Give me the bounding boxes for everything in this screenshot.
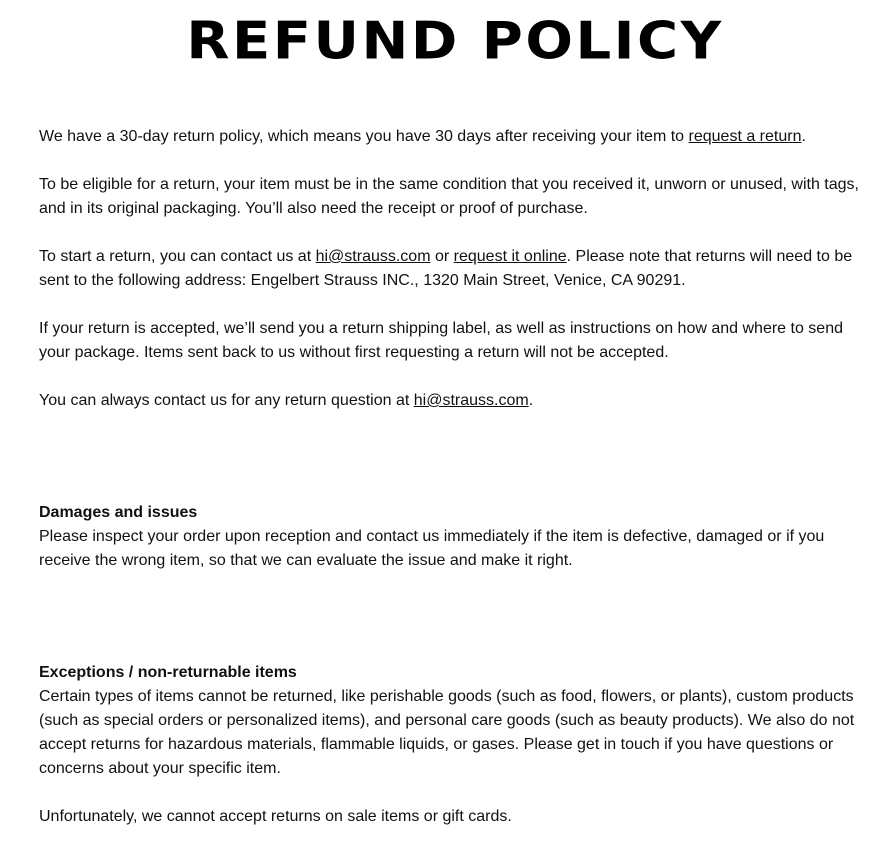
damages-body: Please inspect your order upon reception and contact us immediately if the item is defective, damaged or if you receive the wrong item, so that we can evaluate the issue and make it right. bbox=[39, 528, 825, 569]
exceptions-heading: Exceptions / non-returnable items bbox=[39, 664, 297, 681]
contact-email-link-2[interactable]: hi@strauss.com bbox=[413, 392, 529, 409]
contact-end: . bbox=[528, 392, 534, 409]
section-spacer bbox=[39, 437, 859, 501]
exceptions-section bbox=[39, 661, 859, 781]
section-spacer-2 bbox=[39, 597, 859, 661]
contact-text: You can always contact us for any return question at bbox=[39, 392, 414, 409]
sale-items-note: Unfortunately, we cannot accept returns on sale items or gift cards. bbox=[39, 808, 512, 825]
contact-email-link[interactable]: hi@strauss.com bbox=[315, 248, 431, 265]
exceptions-body: Certain types of items cannot be returned, like perishable goods (such as food, flowers, or plants), custom products (such as special orders or personalized items), and personal care goods (such as beauty products). We also do not accept returns for hazardous materials, flammable liquids, or gases. Please get in touch if you have questions or concerns about your specific item. bbox=[39, 688, 855, 777]
return-window-text: We have a 30-day return policy, which means you have 30 days after receiving your item to bbox=[39, 128, 689, 145]
damages-section bbox=[39, 501, 859, 573]
contact-paragraph bbox=[39, 389, 859, 413]
return-address-text: . Please note that returns will need to be sent to the following address: Engelbert Strauss INC., 1320 Main Street, Venice, CA 90291. bbox=[39, 248, 853, 289]
page-title: REFUND POLICY bbox=[186, 11, 724, 72]
eligibility-paragraph: To be eligible for a return, your item must be in the same condition that you received it, unworn or unused, with tags, and in its original packaging. You’ll also need the receipt or proof of purchase. bbox=[39, 176, 859, 217]
start-return-paragraph bbox=[39, 245, 859, 293]
start-return-or: or bbox=[430, 248, 454, 265]
start-return-text: To start a return, you can contact us at bbox=[39, 248, 316, 265]
damages-heading: Damages and issues bbox=[39, 504, 198, 521]
accepted-return-paragraph: If your return is accepted, we’ll send you a return shipping label, as well as instructions on how and where to send your package. Items sent back to us without first requesting a return will not be accepted. bbox=[39, 320, 843, 361]
policy-content bbox=[39, 125, 859, 853]
request-online-link[interactable]: request it online bbox=[453, 248, 567, 265]
request-return-link[interactable]: request a return bbox=[688, 128, 802, 145]
return-window-paragraph bbox=[39, 125, 859, 149]
return-window-end: . bbox=[801, 128, 806, 145]
